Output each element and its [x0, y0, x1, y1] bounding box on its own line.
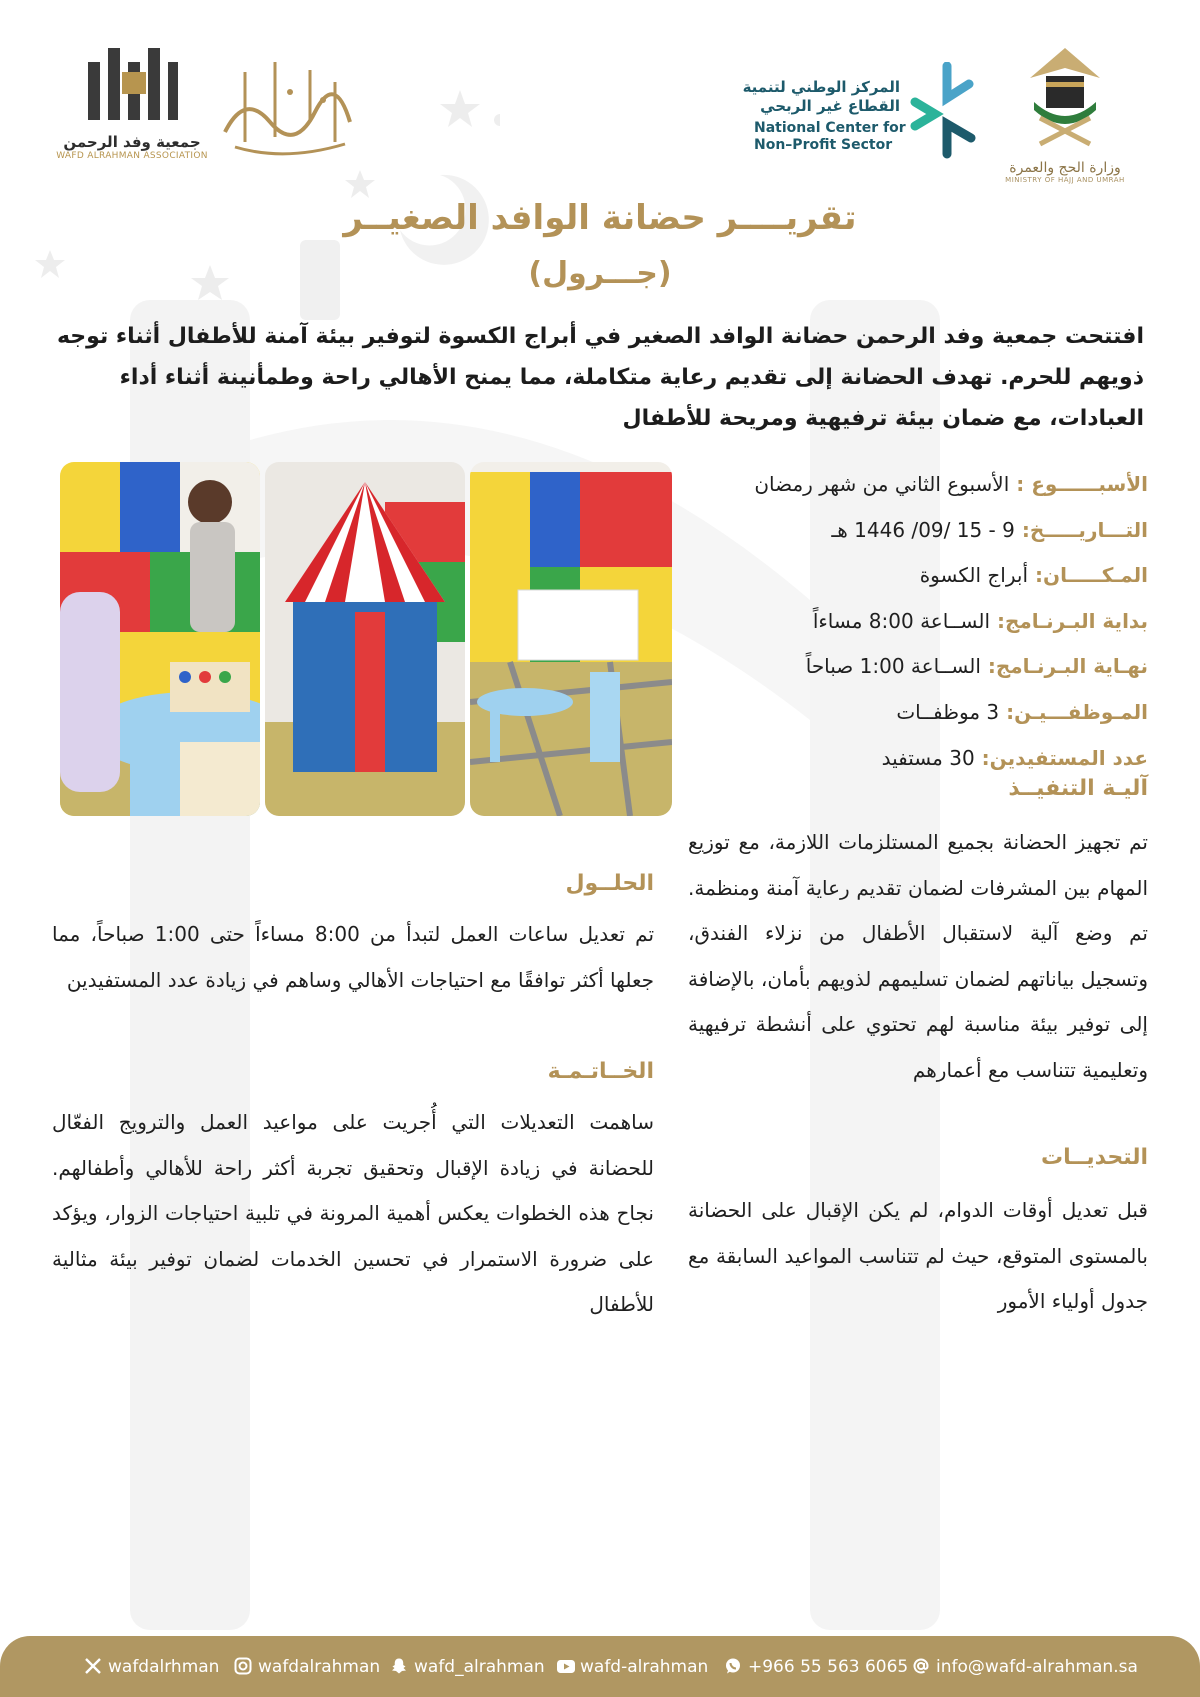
solutions-title: الحلــول — [565, 871, 654, 896]
footer-whatsapp-number: +966 55 563 6065 — [748, 1657, 909, 1677]
x-twitter-icon — [84, 1657, 102, 1675]
ramadan-text — [215, 52, 216, 53]
photo-strip — [60, 462, 672, 816]
report-subtitle: (جـــرول) — [528, 256, 672, 291]
intro-paragraph: افتتحت جمعية وفد الرحمن حضانة الوافد الصغير في أبراج الكسوة لتوفير بيئة آمنة للأطفال أثناء توجه ذويهم للحرم. تهدف الحضانة إلى تقديم رعاية متكاملة، مما يمنح الأهالي راحة وطمأنينة أثناء أداء العبادات، مع ضمان بيئة ترفيهية ومريحة للأطفال — [56, 324, 1144, 431]
footer-instagram-handle: wafdalrahman — [258, 1657, 381, 1677]
footer-x-handle: wafdalrhman — [108, 1657, 220, 1677]
info-location: المـكـــــان: أبراج الكسوة — [919, 563, 1148, 588]
mechanism-text: تم تجهيز الحضانة بجميع المستلزمات اللازمة، مع توزيع المهام بين المشرفات لضمان تقديم رعاية آمنة ومنظمة. تم وضع آلية لاستقبال الأطفال من نزلاء الفندق، وتسجيل بياناتهم لضمان تسليمهم لذويهم بأمان، بالإضافة إلى توفير بيئة مناسبة لهم تحتوي على أنشطة ترفيهية وتعليمية تتناسب مع أعمارهم — [688, 830, 1148, 1082]
wafd-emblem-icon — [82, 42, 182, 127]
conclusion-title: الخــاتـمـة — [547, 1059, 654, 1084]
program-info-list — [688, 462, 1148, 781]
info-staff: المـوظفـــيـن: 3 موظفــات — [896, 699, 1148, 724]
ramadan-mubarak-calligraphy — [215, 52, 360, 162]
snapchat-icon — [390, 1657, 408, 1675]
footer-email-address: info@wafd-alrahman.sa — [936, 1657, 1138, 1677]
kaaba-emblem-icon — [1020, 44, 1110, 154]
report-title: تقريــــر حضانة الوافد الصغيــر — [343, 198, 857, 238]
footer-contact-bar — [0, 1636, 1200, 1697]
info-end-time: نهـاية البـرنـامج: الســاعة 1:00 صباحاً — [805, 654, 1148, 679]
association-name-en: WAFD ALRAHMAN ASSOCIATION — [56, 151, 208, 161]
association-name-ar: جمعية وفد الرحمن — [63, 133, 201, 151]
solutions-text: تم تعديل ساعات العمل لتبدأ من 8:00 مساءاً حتى 1:00 صباحاً، مما جعلها أكثر توافقًا مع احتياجات الأهالي وساهم في زيادة عدد المستفيدين — [52, 922, 655, 992]
whatsapp-icon — [724, 1657, 742, 1675]
photo-play-tent — [265, 462, 465, 816]
info-date: التـــاريـــــخ: 9 - 15 /09/ 1446 هـ — [831, 517, 1148, 542]
instagram-icon — [234, 1657, 252, 1675]
mechanism-title: آليـة التنفيــذ — [1008, 776, 1148, 801]
info-week: الأسبــــــوع : الأسبوع الثاني من شهر رمضان — [754, 472, 1148, 496]
wafd-alrahman-logo — [52, 42, 212, 161]
photo-nursery-room — [470, 462, 672, 816]
challenges-text: قبل تعديل أوقات الدوام، لم يكن الإقبال على الحضانة بالمستوى المتوقع، حيث لم تتناسب المواعيد السابقة مع جدول أولياء الأمور — [688, 1198, 1148, 1313]
header-logos — [0, 0, 1200, 200]
ministry-hajj-logo — [995, 44, 1135, 184]
photo-children-playing — [60, 462, 260, 816]
footer-youtube-handle: wafd-alrahman — [580, 1657, 709, 1677]
ncnp-name-en: National Center for Non–Profit Sector — [754, 120, 906, 153]
youtube-icon — [556, 1657, 576, 1675]
ministry-name-ar: وزارة الحج والعمرة — [1009, 160, 1121, 176]
challenges-title: التحديــات — [1040, 1145, 1148, 1170]
info-start-time: بداية البـرنـامج: الســاعة 8:00 مساءاً — [812, 608, 1148, 633]
ncnp-name-ar: المركز الوطني لتنمية القطاع غير الربحي — [742, 78, 900, 115]
ncnp-symbol-icon — [905, 62, 980, 162]
footer-snapchat-handle: wafd_alrahman — [414, 1657, 545, 1677]
ministry-name-en: MINISTRY OF HAJJ AND UMRAH — [1005, 176, 1125, 184]
email-at-icon — [912, 1657, 930, 1675]
ramadan-calligraphy-icon — [215, 52, 360, 162]
conclusion-text: ساهمت التعديلات التي أُجريت على مواعيد العمل والترويج الفعّال للحضانة في زيادة الإقبال وتحقيق تجربة أكثر راحة للأهالي وأطفالهم. نجاح هذه الخطوات يعكس أهمية المرونة في تلبية احتياجات الزوار، ويؤكد على ضرورة الاستمرار في تحسين الخدمات لضمان توفير بيئة مثالية للأطفال — [52, 1110, 654, 1316]
ncnp-logo — [740, 70, 980, 170]
info-beneficiaries: عدد المستفيدين: 30 مستفيد — [881, 745, 1148, 770]
